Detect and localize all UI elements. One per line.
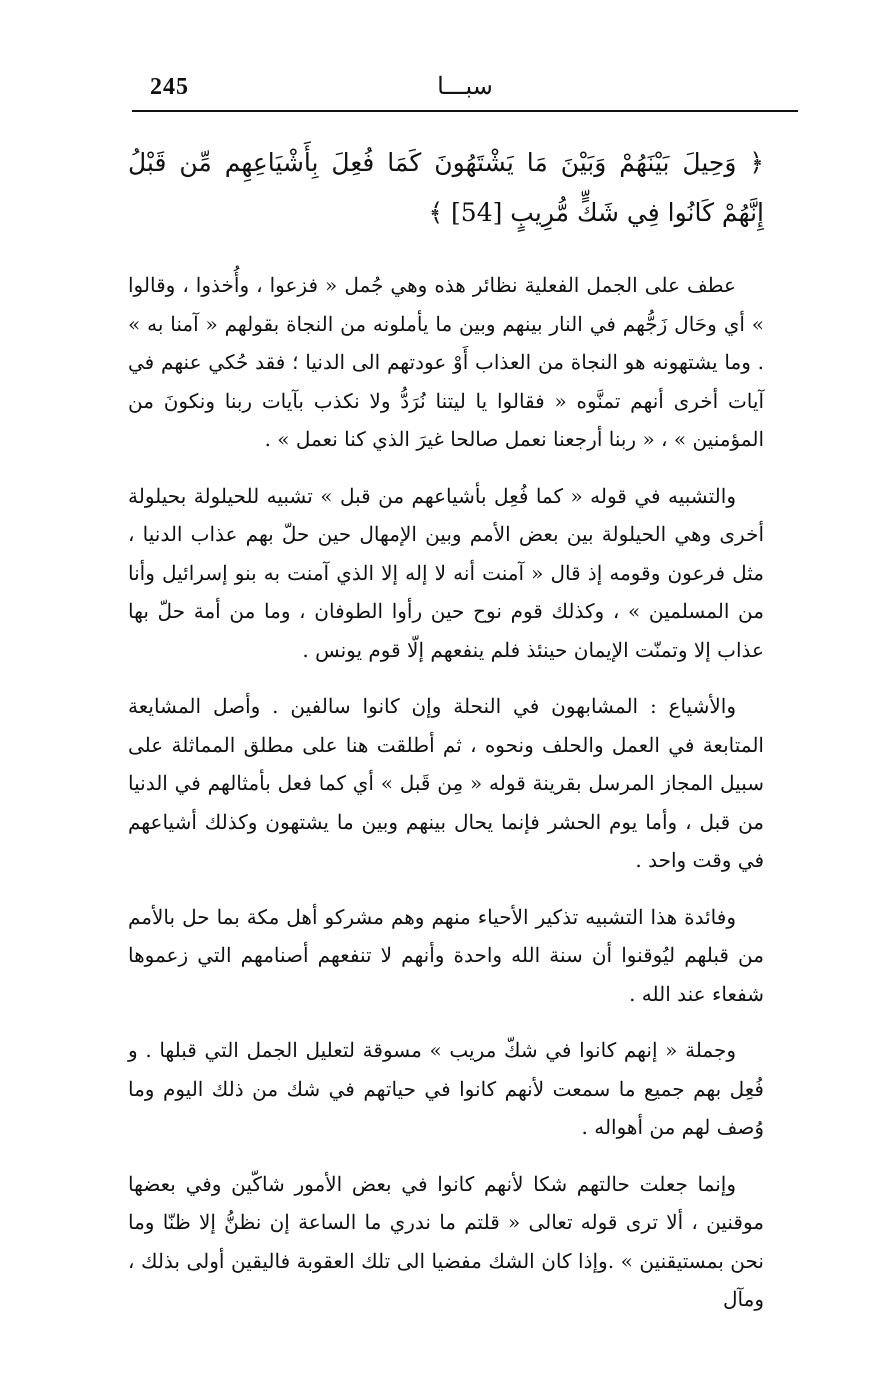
page-header <box>132 62 798 110</box>
paragraph: عطف على الجمل الفعلية نظائر هذه وهي جُمل « فزعوا ، وأُخذوا ، وقالوا » أي وحَال زَجُّهم في النار بينهم وبين ما يأملونه من النجاة بقولهم « آمنا به » . وما يشتهونه هو النجاة من العذاب أَوْ عودتهم الى الدنيا ؛ فقد حُكي عنهم في آيات أخرى أنهم تمنَّوه « فقالوا يا ليتنا نُرَدُّ ولا نكذب بآيات ربنا ونكونَ من المؤمنين » ، « ربنا أرجعنا نعمل صالحا غيرَ الذي كنا نعمل » . <box>128 273 764 451</box>
header-rule <box>132 110 798 112</box>
paragraph: والأشياع : المشابهون في النحلة وإن كانوا سالفين . وأصل المشايعة المتابعة في العمل والحلف ونحوه ، ثم أطلقت هنا على مطلق المماثلة على سبيل المجاز المرسل بقرينة قوله « مِن قَبل » أي كما فعل بأمثالهم في الدنيا من قبل ، وأما يوم الحشر فإنما يحال بينهم وبين ما يشتهون وكذلك أشياعهم في وقت واحد . <box>128 694 764 872</box>
page-number: 245 <box>150 74 189 100</box>
running-head: سبـــا <box>437 72 493 100</box>
paragraph: وجملة « إنهم كانوا في شكّ مريب » مسوقة لتعليل الجمل التي قبلها . و فُعِل بهم جميع ما سمعت لأنهم كانوا في حياتهم في شك من ذلك اليوم وما وُصف لهم من أهواله . <box>128 1038 764 1139</box>
page-body <box>128 138 764 1333</box>
paragraph: وفائدة هذا التشبيه تذكير الأحياء منهم وهم مشركو أهل مكة بما حل بالأمم من قبلهم ليُوقنوا أن سنة الله واحدة وأنهم لا تنفعهم أصنامهم التي زعموها شفعاء عند الله . <box>128 904 764 1006</box>
quran-verse: ﴿ وَحِيلَ بَيْنَهُمْ وَبَيْنَ مَا يَشْتَهُونَ كَمَا فُعِلَ بِأَشْيَاعِهِم مِّن قَبْلُ إِنَّهُمْ كَانُوا فِي شَكٍّ مُّرِيبٍ [54] ﴾ <box>128 148 764 227</box>
paragraph: والتشبيه في قوله « كما فُعِل بأشياعهم من قبل » تشبيه للحيلولة بحيلولة أخرى وهي الحيلولة بين بعض الأمم وبين الإمهال حين حلّ بهم عذاب الدنيا ، مثل فرعون وقومه إذ قال « آمنت أنه لا إله إلا الذي آمنت به بنو إسرائيل وأنا من المسلمين » ، وكذلك قوم نوح حين رأوا الطوفان ، وما من أمة حلّ بها عذاب إلا وتمنّت الإيمان حينئذ فلم ينفعهم إلّا قوم يونس . <box>128 483 764 662</box>
paragraph: وإنما جعلت حالتهم شكا لأنهم كانوا في بعض الأمور شاكّين وفي بعضها موقنين ، ألا ترى قوله تعالى « قلتم ما ندري ما الساعة إن نظنُّ إلا ظنّا وما نحن بمستيقنين » .وإذا كان الشك مفضيا الى تلك العقوبة فاليقين أولى بذلك ، ومآل <box>128 1171 764 1311</box>
